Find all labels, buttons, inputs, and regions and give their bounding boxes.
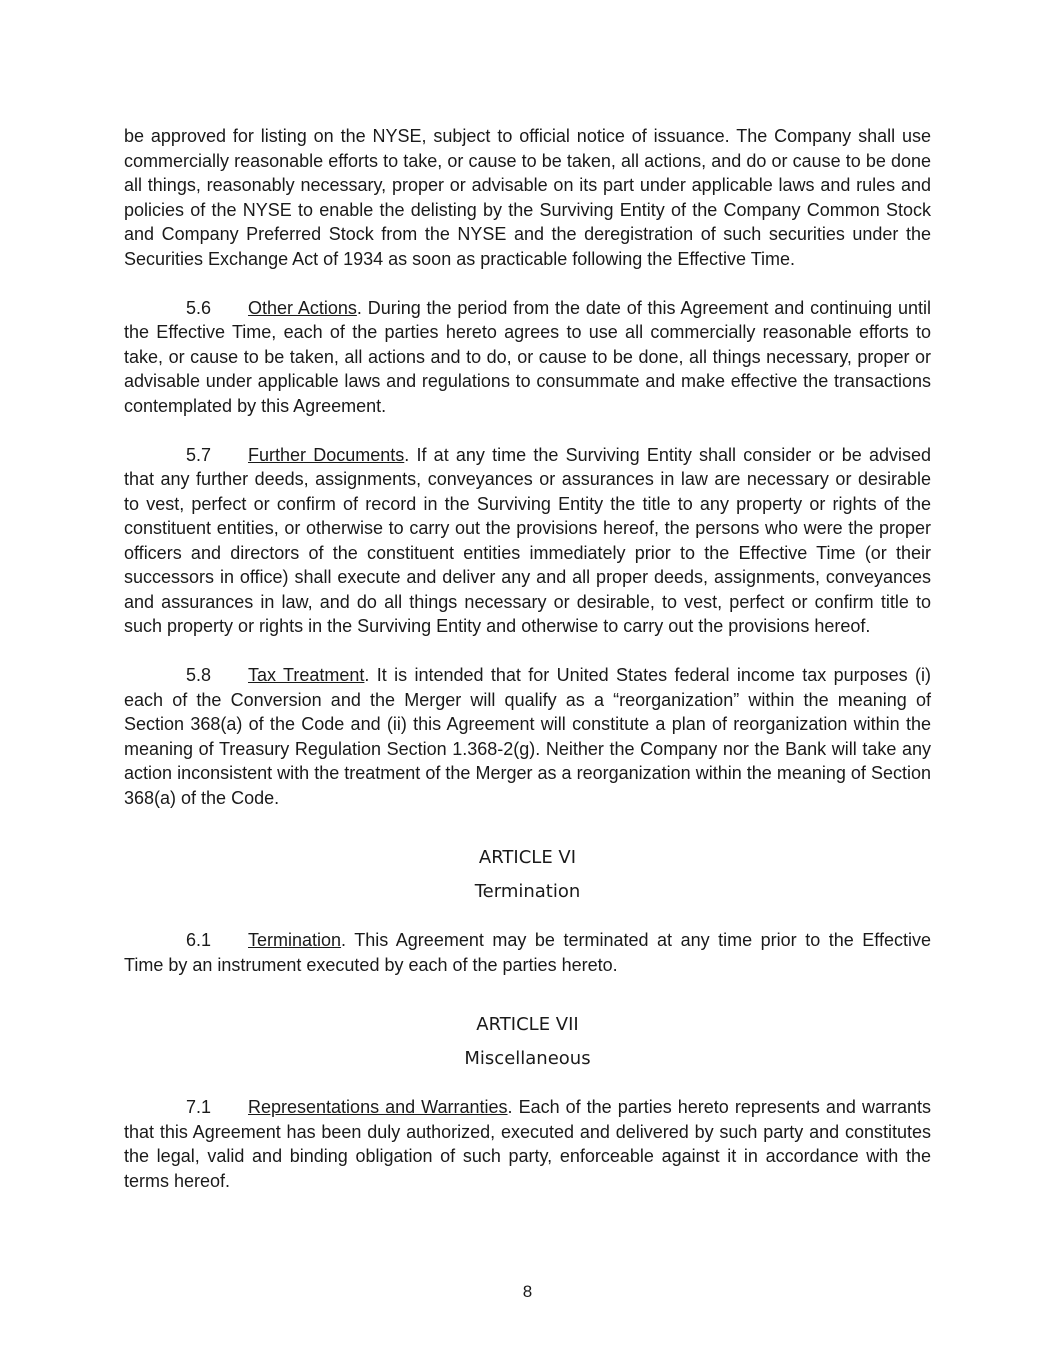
section-text: . Each of the parties hereto represents and warrants that this Agreement has been duly authorized, executed and delivered by such party and constitutes the legal, valid and binding obligation of such party, enforceable against it in accordance with the terms hereof.: [124, 1097, 931, 1191]
article-7-subtitle: Miscellaneous: [464, 1048, 591, 1069]
section-5-6: [124, 296, 931, 419]
section-heading: Tax Treatment: [248, 665, 365, 685]
section-heading: Representations and Warranties: [248, 1097, 508, 1117]
page-number: 8: [522, 1282, 533, 1301]
section-6-1: [124, 928, 931, 977]
section-heading: Further Documents: [248, 444, 405, 465]
section-heading: Termination: [248, 930, 342, 950]
section-text: . During the period from the date of this Agreement and continuing until the Effective Time, each of the parties hereto agrees to use all commercially reasonable efforts to take, or cause to be taken, all actions and to do, or cause to be done, all things necessary, proper or advisable under applicable laws and regulations to consummate and make effective the transactions contemplated by this Agreement.: [124, 297, 931, 416]
article-7-title: ARTICLE VII: [476, 1014, 579, 1035]
section-heading: Other Actions: [248, 297, 357, 318]
section-text: . This Agreement may be terminated at any time prior to the Effective Time by an instrument executed by each of the parties hereto.: [124, 930, 931, 975]
document-page: [124, 124, 931, 1193]
section-text: . If at any time the Surviving Entity shall consider or be advised that any further deeds, assignments, conveyances or assurances in law are necessary or desirable to vest, perfect or confirm of record in the Surviving Entity the title to any property or rights of the constituent entities, or otherwise to carry out the provisions hereof, the persons who were the proper officers and directors of the constituent entities immediately prior to the Effective Time (or their successors in office) shall execute and deliver any and all proper deeds, assignments, conveyances and assurances in law, and do all things necessary or desirable, to vest, perfect or confirm title to such property or rights in the Surviving Entity and otherwise to carry out the provisions hereof.: [124, 444, 931, 636]
section-5-8: [124, 663, 931, 810]
section-text: . It is intended that for United States federal income tax purposes (i) each of the Conversion and the Merger will qualify as a “reorganization” within the meaning of Section 368(a) of the Code and (ii) this Agreement will constitute a plan of reorganization within the meaning of Treasury Regulation Section 1.368-2(g). Neither the Company nor the Bank will take any action inconsistent with the treatment of the Merger as a reorganization within the meaning of Section 368(a) of the Code.: [124, 665, 931, 808]
section-number: 5.8: [186, 665, 212, 685]
section-number: 7.1: [186, 1097, 212, 1117]
article-6-subtitle: Termination: [474, 881, 581, 902]
section-number: 5.6: [186, 297, 212, 318]
section-number: 6.1: [186, 930, 212, 950]
article-6-title: ARTICLE VI: [478, 847, 577, 868]
intro-paragraph: be approved for listing on the NYSE, subject to official notice of issuance. The Company shall use commercially reasonable efforts to take, or cause to be taken, all actions, and do or cause to be done all things, reasonably necessary, proper or advisable on its part under applicable laws and rules and policies of the NYSE to enable the delisting by the Surviving Entity of the Company Common Stock and Company Preferred Stock from the NYSE and the deregistration of such securities under the Securities Exchange Act of 1934 as soon as practicable following the Effective Time.: [124, 126, 931, 269]
section-5-7: [124, 443, 931, 639]
section-7-1: [124, 1095, 931, 1193]
section-number: 5.7: [186, 444, 212, 465]
